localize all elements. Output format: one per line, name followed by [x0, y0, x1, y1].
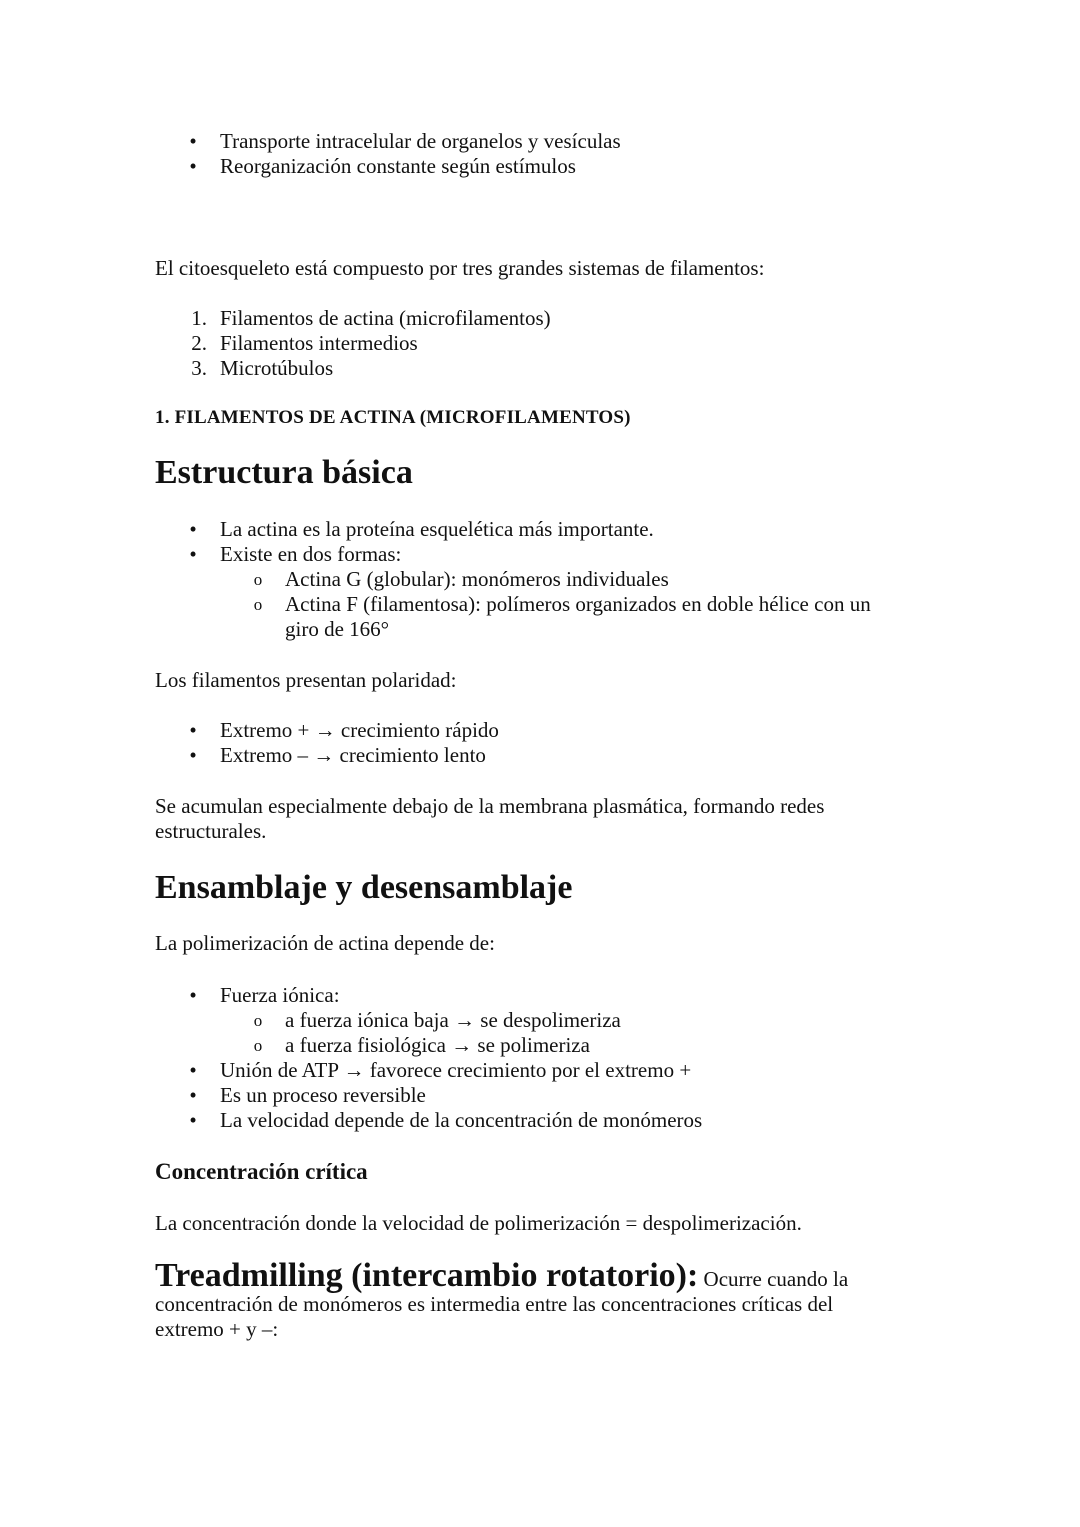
- bullet-marker: •: [189, 718, 197, 742]
- bullet-marker: •: [189, 542, 197, 566]
- sub-list-item: [220, 592, 905, 642]
- list-item: [155, 331, 915, 356]
- actina-forms-sublist: [220, 567, 915, 642]
- list-item-text: Existe en dos formas:: [220, 542, 402, 566]
- list-item-text: a fuerza fisiológica → se polimeriza: [285, 1033, 590, 1057]
- list-item-text: Filamentos intermedios: [220, 331, 418, 355]
- list-item-text: Reorganización constante según estímulos: [220, 154, 576, 178]
- sub-bullet-marker: o: [253, 595, 263, 614]
- list-item-text: Microtúbulos: [220, 356, 334, 380]
- list-item: [155, 154, 915, 179]
- list-item-text: Es un proceso reversible: [220, 1083, 426, 1107]
- list-item-text: a fuerza iónica baja → se despolimeriza: [285, 1008, 621, 1032]
- list-item-text: La velocidad depende de la concentración de monómeros: [220, 1108, 703, 1132]
- list-item-text: Unión de ATP → favorece crecimiento por el extremo +: [220, 1058, 692, 1082]
- intro-bullet-list: [155, 129, 915, 179]
- critica-paragraph: La concentración donde la velocidad de polimerización = despolimerización.: [155, 1211, 802, 1235]
- number-marker: 2.: [191, 331, 207, 355]
- estructura-list: [155, 517, 915, 642]
- sub-list-item: [220, 1008, 915, 1033]
- sub-bullet-marker: o: [253, 570, 263, 589]
- bullet-marker: •: [189, 129, 197, 153]
- treadmilling-text: Ocurre cuando la concentración de monómeros es intermedia entre las concentraciones críticas del extremo + y –:: [155, 1267, 849, 1341]
- heading-treadmilling: Treadmilling (intercambio rotatorio):: [155, 1257, 699, 1294]
- bullet-marker: •: [189, 1108, 197, 1132]
- list-item: [155, 306, 915, 331]
- list-item: [155, 983, 915, 1058]
- section-title: 1. FILAMENTOS DE ACTINA (MICROFILAMENTOS): [155, 407, 631, 428]
- bullet-marker: •: [189, 517, 197, 541]
- list-item: [155, 517, 915, 542]
- list-item: [155, 1083, 915, 1108]
- polimerizacion-paragraph: La polimerización de actina depende de:: [155, 931, 495, 955]
- ensamblaje-list: [155, 983, 915, 1133]
- heading-ensamblaje: Ensamblaje y desensamblaje: [155, 869, 573, 906]
- sub-bullet-marker: o: [253, 1011, 263, 1030]
- list-item-text: Actina F (filamentosa): polímeros organizados en doble hélice con un giro de 166°: [285, 592, 871, 641]
- list-item: [155, 1058, 915, 1083]
- fuerza-sublist: [220, 1008, 915, 1058]
- heading-concentracion-critica: Concentración crítica: [155, 1159, 368, 1184]
- list-item-text: Filamentos de actina (microfilamentos): [220, 306, 551, 330]
- list-item-text: Extremo + → crecimiento rápido: [220, 718, 499, 742]
- bullet-marker: •: [189, 743, 197, 767]
- list-item-text: Fuerza iónica:: [220, 983, 340, 1007]
- bullet-marker: •: [189, 1058, 197, 1082]
- number-marker: 3.: [191, 356, 207, 380]
- bullet-marker: •: [189, 983, 197, 1007]
- list-item-text: La actina es la proteína esquelética más importante.: [220, 517, 654, 541]
- list-item: [155, 129, 915, 154]
- sub-list-item: [220, 1033, 915, 1058]
- heading-estructura: Estructura básica: [155, 454, 413, 491]
- list-item: [155, 1108, 915, 1133]
- list-item: [155, 356, 915, 381]
- sub-list-item: [220, 567, 915, 592]
- bullet-marker: •: [189, 1083, 197, 1107]
- list-item-text: Extremo – → crecimiento lento: [220, 743, 486, 767]
- bullet-marker: •: [189, 154, 197, 178]
- list-item: [155, 718, 915, 743]
- list-item-text: Transporte intracelular de organelos y vesículas: [220, 129, 621, 153]
- composition-paragraph: El citoesqueleto está compuesto por tres grandes sistemas de filamentos:: [155, 256, 765, 280]
- list-item: [155, 542, 915, 642]
- sub-bullet-marker: o: [253, 1036, 263, 1055]
- treadmilling-paragraph: [155, 1257, 870, 1342]
- list-item-text: Actina G (globular): monómeros individuales: [285, 567, 669, 591]
- filament-systems-list: [155, 306, 915, 381]
- membrana-paragraph: Se acumulan especialmente debajo de la membrana plasmática, formando redes estructurales.: [155, 794, 825, 843]
- polaridad-list: [155, 718, 915, 768]
- polaridad-paragraph: Los filamentos presentan polaridad:: [155, 668, 457, 692]
- number-marker: 1.: [191, 306, 207, 330]
- list-item: [155, 743, 915, 768]
